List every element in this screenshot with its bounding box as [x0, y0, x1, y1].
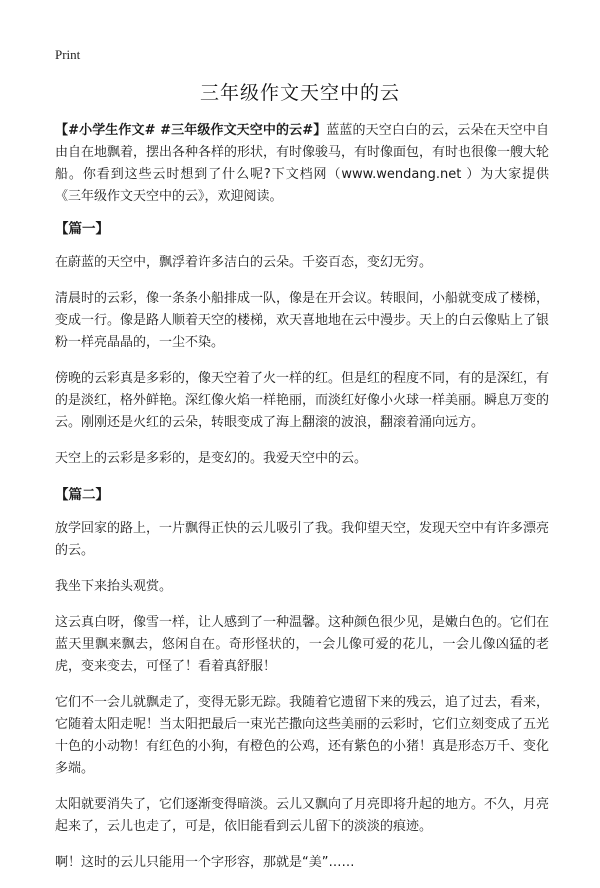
section-heading: 【篇二】 [55, 487, 109, 503]
intro-tags: 【#小学生作文# #三年级作文天空中的云#】 [55, 123, 327, 138]
section-two [55, 484, 549, 874]
section-one [55, 218, 549, 470]
paragraph: 天空上的云彩是多彩的，是变幻的。我爱天空中的云。 [55, 451, 368, 466]
paragraph: 它们不一会儿就飘走了，变得无影无踪。我随着它遗留下来的残云，追了过去，看来，它随着太阳走呢！当太阳把最后一束光芒撒向这些美丽的云彩时，它们立刻变成了五光十色的小动物！有红色的小狗，有橙色的公鸡，还有紫色的小猪！真是形态万千、变化多端。 [55, 695, 550, 776]
paragraph: 傍晚的云彩真是多彩的，像天空着了火一样的红。但是红的程度不同，有的是深红，有的是淡红，格外鲜艳。深红像火焰一样艳丽，而淡红好像小火球一样美丽。瞬息万变的云。刚刚还是火红的云朵，转眼变成了海上翻滚的波浪，翻滚着涌向远方。 [55, 371, 550, 430]
print-link[interactable]: Print [55, 47, 81, 62]
paragraph: 清晨时的云彩，像一条条小船排成一队，像是在开会议。转眼间，小船就变成了楼梯，变成一行。像是路人顺着天空的楼梯，欢天喜地地在云中漫步。天上的白云像贴上了银粉一样亮晶晶的，一尘不染。 [55, 291, 550, 350]
article-body [55, 120, 549, 888]
page-title: 三年级作文天空中的云 [199, 82, 400, 104]
paragraph: 太阳就要消失了，它们逐渐变得暗淡。云儿又飘向了月亮即将升起的地方。不久，月亮起来了，云儿也走了，可是，依旧能看到云儿留下的淡淡的痕迹。 [55, 797, 550, 834]
paragraph: 放学回家的路上，一片飘得正快的云儿吸引了我。我仰望天空，发现天空中有许多漂亮的云。 [55, 521, 550, 558]
paragraph: 我坐下来抬头观赏。 [55, 579, 173, 594]
paragraph: 在蔚蓝的天空中，飘浮着许多洁白的云朵。千姿百态，变幻无穷。 [55, 255, 433, 270]
intro-text: 蓝蓝的天空白白的云，云朵在天空中自由自在地飘着，摆出各种各样的形状，有时像骏马，有时像面包，有时也很像一艘大轮船。你看到这些云时想到了什么呢?下文档网（www.wendang.net ）为大家提供《三年级作文天空中的云》，欢迎阅读。 [55, 123, 550, 204]
paragraph: 这云真白呀，像雪一样，让人感到了一种温馨。这种颜色很少见，是嫩白色的。它们在蓝天里飘来飘去，悠闲自在。奇形怪状的，一会儿像可爱的花儿，一会儿像凶猛的老虎，变来变去，可怪了！看着真舒服！ [55, 615, 550, 674]
section-heading: 【篇一】 [55, 221, 109, 237]
intro-paragraph [55, 120, 549, 208]
paragraph: 啊！这时的云儿只能用一个字形容，那就是“美”…… [55, 855, 355, 870]
